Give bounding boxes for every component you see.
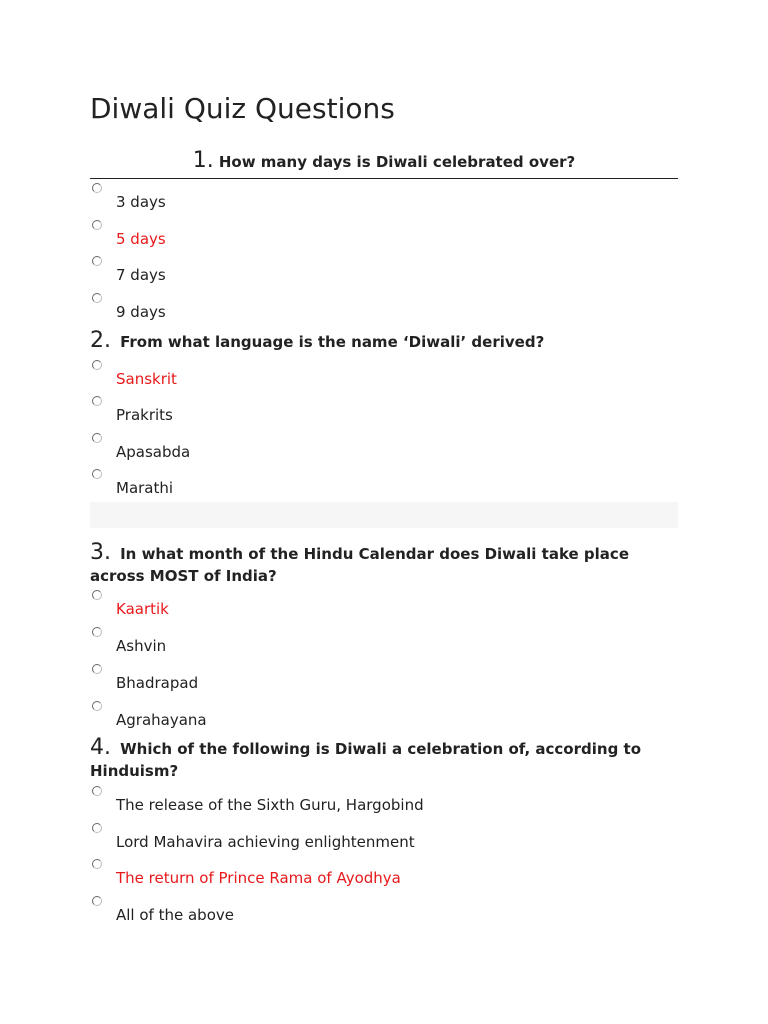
option-label: 7 days — [116, 266, 166, 284]
separator-band — [90, 502, 678, 528]
option-label: 9 days — [116, 303, 166, 321]
radio-button[interactable] — [92, 859, 102, 869]
question-4 — [90, 737, 678, 782]
radio-button[interactable] — [92, 627, 102, 637]
radio-button[interactable] — [92, 786, 102, 796]
question-3 — [90, 542, 678, 587]
radio-button[interactable] — [92, 469, 102, 479]
question-number: 3. — [90, 540, 111, 565]
option-label: All of the above — [116, 906, 234, 924]
option-label: Bhadrapad — [116, 674, 199, 692]
radio-button[interactable] — [92, 701, 102, 711]
question-number: 2. — [90, 328, 111, 353]
radio-button[interactable] — [92, 664, 102, 674]
radio-button[interactable] — [92, 896, 102, 906]
option-label: Lord Mahavira achieving enlightenment — [116, 833, 415, 851]
radio-button[interactable] — [92, 590, 102, 600]
correct-option-label: The return of Prince Rama of Ayodhya — [116, 869, 401, 887]
question-text: How many days is Diwali celebrated over? — [218, 153, 576, 171]
option-label: Apasabda — [116, 443, 191, 461]
option-label: The release of the Sixth Guru, Hargobind — [116, 796, 424, 814]
radio-button[interactable] — [92, 293, 102, 303]
correct-option-label: 5 days — [116, 230, 166, 248]
radio-button[interactable] — [92, 433, 102, 443]
question-text: In what month of the Hindu Calendar does Diwali take place across MOST of India? — [90, 545, 629, 585]
radio-button[interactable] — [92, 396, 102, 406]
question-number: 4. — [90, 735, 111, 760]
question-number: 1. — [192, 148, 214, 173]
page-title: Diwali Quiz Questions — [90, 92, 395, 125]
correct-option-label: Sanskrit — [116, 370, 177, 388]
radio-button[interactable] — [92, 256, 102, 266]
radio-button[interactable] — [92, 183, 102, 193]
question-text: From what language is the name ‘Diwali’ derived? — [120, 333, 545, 351]
question-2 — [90, 330, 678, 353]
radio-button[interactable] — [92, 220, 102, 230]
question-1 — [90, 148, 678, 179]
option-label: Marathi — [116, 479, 174, 497]
option-label: 3 days — [116, 193, 166, 211]
option-label: Ashvin — [116, 637, 167, 655]
radio-button[interactable] — [92, 360, 102, 370]
option-label: Prakrits — [116, 406, 173, 424]
radio-button[interactable] — [92, 823, 102, 833]
question-text: Which of the following is Diwali a celebration of, according to Hinduism? — [90, 740, 642, 780]
correct-option-label: Kaartik — [116, 600, 169, 618]
option-label: Agrahayana — [116, 711, 207, 729]
